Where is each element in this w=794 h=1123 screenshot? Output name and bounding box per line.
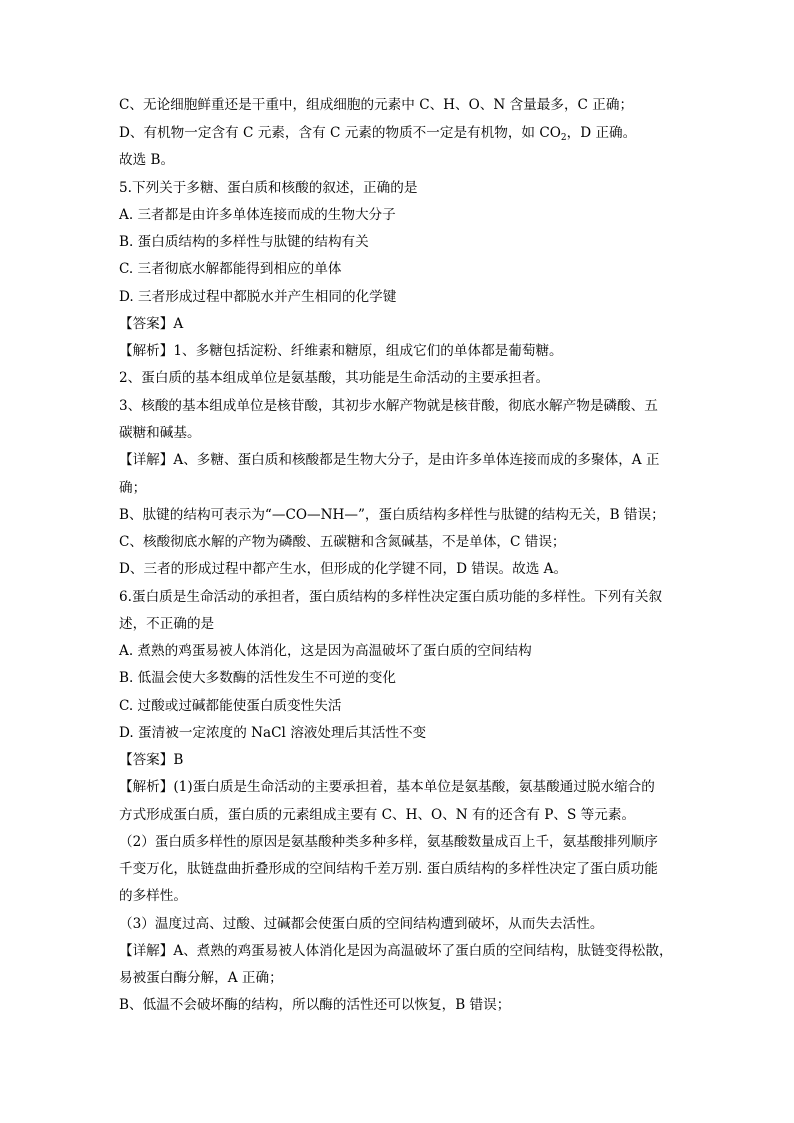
question-6-detail-line: B、低温不会破坏酶的结构，所以酶的活性还可以恢复，B 错误； xyxy=(119,997,511,1013)
question-5-answer: 【答案】A xyxy=(119,316,184,332)
question-6-analysis-line: 的多样性。 xyxy=(119,888,187,904)
question-5-analysis-line: 2、蛋白质的基本组成单位是氨基酸，其功能是生命活动的主要承担者。 xyxy=(119,370,550,386)
option-d-analysis-text xyxy=(119,124,679,142)
question-6-stem: 述，不正确的是 xyxy=(119,616,215,632)
question-6-option-a: A. 煮熟的鸡蛋易被人体消化，这是因为高温破坏了蛋白质的空间结构 xyxy=(119,643,532,659)
choose-b-text: 故选 B。 xyxy=(119,152,175,168)
question-5-option-b: B. 蛋白质结构的多样性与肽键的结构有关 xyxy=(119,234,369,250)
question-6-analysis-line: 千变万化，肽链盘曲折叠形成的空间结构千差万别. 蛋白质结构的多样性决定了蛋白质功能 xyxy=(119,861,658,877)
question-6-analysis-line: 【解析】(1)蛋白质是生命活动的主要承担着，基本单位是氨基酸，氨基酸通过脱水缩合的 xyxy=(119,779,655,795)
question-6-option-c: C. 过酸或过碱都能使蛋白质变性失活 xyxy=(119,698,342,714)
question-5-analysis-line: 【解析】1、多糖包括淀粉、纤维素和糖原，组成它们的单体都是葡萄糖。 xyxy=(119,343,563,359)
option-c-analysis-text: C、无论细胞鲜重还是干重中，组成细胞的元素中 C、H、O、N 含量最多，C 正确； xyxy=(119,97,634,113)
option-d-analysis-part2: ，D 正确。 xyxy=(566,125,637,141)
question-6-answer: 【答案】B xyxy=(119,752,184,768)
question-6-stem: 6.蛋白质是生命活动的承担者，蛋白质结构的多样性决定蛋白质功能的多样性。下列有关叙 xyxy=(119,589,663,605)
question-5-detail-line: 【详解】A、多糖、蛋白质和核酸都是生物大分子，是由许多单体连接而成的多聚体，A 正 xyxy=(119,452,660,468)
question-5-analysis-line: 碳糖和碱基。 xyxy=(119,425,201,441)
question-6-detail-line: 易被蛋白酶分解，A 正确； xyxy=(119,970,283,986)
question-5-option-c: C. 三者彻底水解都能得到相应的单体 xyxy=(119,261,342,277)
question-5-option-a: A. 三者都是由许多单体连接而成的生物大分子 xyxy=(119,207,396,223)
option-d-analysis-part1: D、有机物一定含有 C 元素，含有 C 元素的物质不一定是有机物，如 CO xyxy=(119,125,561,141)
question-5-analysis-line: 3、核酸的基本组成单位是核苷酸，其初步水解产物就是核苷酸，彻底水解产物是磷酸、五 xyxy=(119,398,658,414)
question-6-option-d: D. 蛋清被一定浓度的 NaCl 溶液处理后其活性不变 xyxy=(119,725,427,741)
question-6-analysis-line: 方式形成蛋白质，蛋白质的元素组成主要有 C、H、O、N 有的还含有 P、S 等元素。 xyxy=(119,807,636,823)
question-6-analysis-line: （2）蛋白质多样性的原因是氨基酸种类多种多样，氨基酸数量成百上千，氨基酸排列顺序 xyxy=(119,834,658,850)
question-5-stem: 5.下列关于多糖、蛋白质和核酸的叙述，正确的是 xyxy=(119,180,418,196)
question-6-analysis-line: （3）温度过高、过酸、过碱都会使蛋白质的空间结构遭到破坏，从而失去活性。 xyxy=(119,916,604,932)
question-5-option-d: D. 三者形成过程中都脱水并产生相同的化学键 xyxy=(119,289,397,305)
question-5-detail-line: C、核酸彻底水解的产物为磷酸、五碳糖和含氮碱基，不是单体，C 错误； xyxy=(119,534,566,550)
question-5-detail-line: 确； xyxy=(119,480,147,496)
question-5-detail-line: D、三者的形成过程中都产生水，但形成的化学键不同，D 错误。故选 A。 xyxy=(119,561,568,577)
question-6-detail-line: 【详解】A、煮熟的鸡蛋易被人体消化是因为高温破坏了蛋白质的空间结构，肽链变得松散， xyxy=(119,943,673,959)
question-6-option-b: B. 低温会使大多数酶的活性发生不可逆的变化 xyxy=(119,670,396,686)
question-5-detail-line: B、肽键的结构可表示为“—CO—NH—”，蛋白质结构多样性与肽键的结构无关，B 错误； xyxy=(119,507,665,523)
co2-subscript: 2 xyxy=(560,133,567,143)
